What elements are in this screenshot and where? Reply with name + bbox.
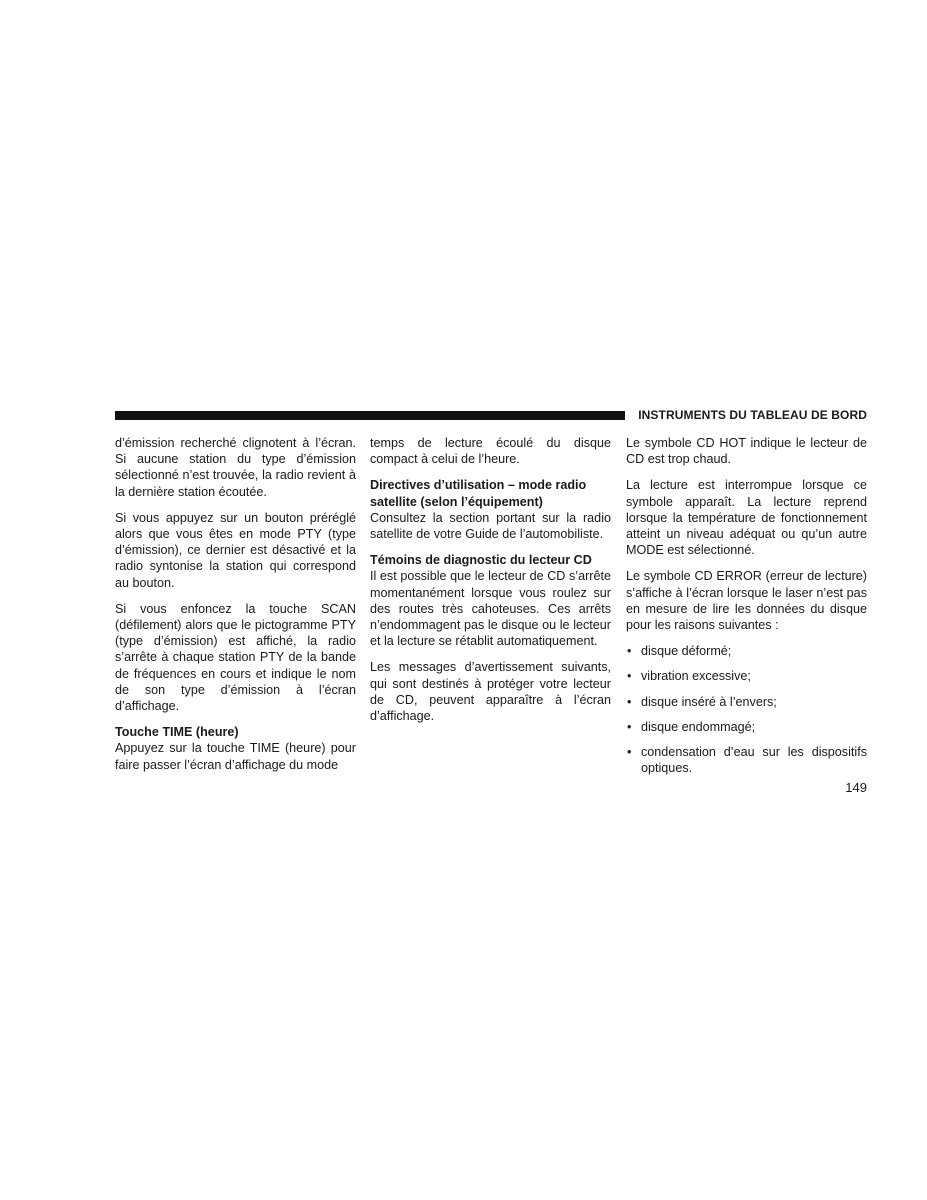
bullet-icon: •: [627, 745, 632, 760]
bullet-icon: •: [627, 669, 632, 684]
bullet-icon: •: [627, 719, 632, 734]
subheading: Directives d’utilisation – mode radio satellite (selon l’équipement): [370, 478, 587, 509]
paragraph: Consultez la section portant sur la radio satellite de votre Guide de l’automobiliste.: [370, 510, 611, 542]
paragraph: d’émission recherché clignotent à l’écran. Si aucune station du type d’émission sélectionné n’est trouvée, la radio revient à la dernière station écoutée.: [115, 436, 356, 499]
page-number: 149: [845, 780, 867, 795]
bullet-icon: •: [627, 644, 632, 659]
paragraph: temps de lecture écoulé du disque compact à celui de l’heure.: [370, 436, 611, 467]
list-item: • disque inséré à l’envers;: [627, 694, 777, 709]
column-1: [115, 435, 356, 783]
subheading: Touche TIME (heure): [115, 725, 239, 740]
list-item: • vibration excessive;: [627, 669, 751, 684]
list-item: • condensation d’eau sur les dispositifs optiques.: [627, 745, 867, 776]
paragraph: Il est possible que le lecteur de CD s’arrête momentanément lorsque vous roulez sur des routes très cahoteuses. Ces arrêts n’endommagent pas le disque ou le lecteur et la lecture se rétablit automatiquement.: [370, 569, 611, 649]
paragraph: Si vous enfoncez la touche SCAN (défilement) alors que le pictogramme PTY (type d’émission) est affiché, la radio s’arrête à chaque station PTY de la bande de fréquences en cours et indique le nom de son type d’émission à l’écran d’affichage.: [115, 601, 356, 714]
cd-error-reasons-list: [626, 643, 867, 776]
column-3: [626, 435, 867, 785]
column-2: [370, 435, 611, 734]
paragraph: La lecture est interrompue lorsque ce symbole apparaît. La lecture reprend lorsque la température de fonctionnement atteint un niveau adéquat ou qu’un autre MODE est sélectionné.: [626, 478, 867, 558]
bullet-icon: •: [627, 694, 632, 709]
paragraph: Appuyez sur la touche TIME (heure) pour faire passer l’écran d’affichage du mode: [115, 741, 356, 772]
list-item: • disque endommagé;: [627, 719, 756, 734]
paragraph: Le symbole CD HOT indique le lecteur de CD est trop chaud.: [626, 436, 867, 467]
section-title: INSTRUMENTS DU TABLEAU DE BORD: [638, 408, 867, 422]
header-rule: [115, 411, 625, 420]
list-item: • disque déformé;: [627, 644, 732, 659]
subheading: Témoins de diagnostic du lecteur CD: [370, 553, 592, 568]
section-satellite-radio: [370, 477, 611, 542]
section-cd-diagnostics: [370, 552, 611, 649]
paragraph: Si vous appuyez sur un bouton préréglé alors que vous êtes en mode PTY (type d’émission), ce dernier est désactivé et la radio syntonise la station qui correspond au bouton.: [115, 510, 356, 590]
section-time-key: [115, 724, 356, 773]
paragraph: Le symbole CD ERROR (erreur de lecture) s’affiche à l’écran lorsque le laser n’est pas en mesure de lire les données du disque pour les raisons suivantes :: [626, 569, 867, 633]
paragraph: Les messages d’avertissement suivants, qui sont destinés à protéger votre lecteur de CD, peuvent apparaître à l’écran d’affichage.: [370, 660, 611, 724]
